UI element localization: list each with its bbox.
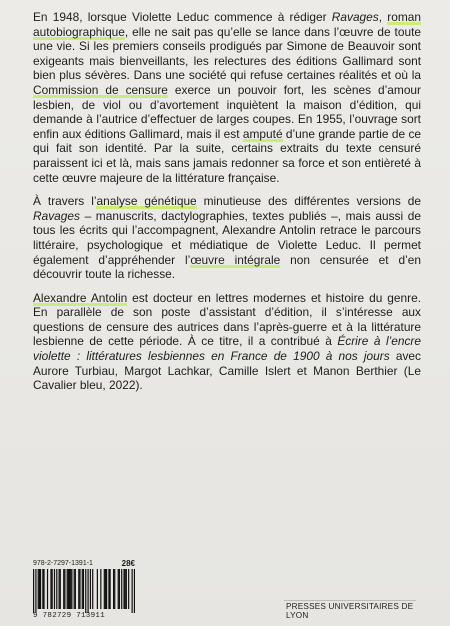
text-run: exerce un pouvoir fort, les scènes d’amour lesbien, de viol ou d’avortement inquiètent la maison d’édition, qui demande à l’autrice d’effectuer de larges coupes. En 1955, l’ouvrage sort enfin aux éditions Gallimard, mais il est [33, 82, 422, 141]
text-run: À travers l’ [33, 194, 97, 209]
text-run: minutieuse des différentes versions de [196, 194, 421, 209]
highlighted-phrase: amputé [242, 126, 283, 141]
publisher-name: PRESSES UNIVERSITAIRES DE LYON [286, 602, 414, 620]
text-run: non censurée et d’en découvrir toute la richesse. [33, 252, 421, 282]
paragraph-analysis [33, 194, 421, 282]
text-run: d’une grande partie de ce qui fait son identité. Par la suite, certains extraits du texte censuré paraissent ici et là, mais sans jamais redonner sa force et son entièreté à cette œuvre majeure de la littérature française. [33, 126, 422, 185]
highlighted-phrase: œuvre intégrale [190, 252, 281, 267]
barcode-image [33, 569, 135, 613]
text-run: , [378, 10, 388, 24]
publisher-divider [284, 600, 416, 601]
book-title-italic: Écrire à l’encre violette : littératures lesbiennes en France de 1900 à nos jours [33, 334, 421, 364]
barcode-digits: 9 782729 713911 [33, 612, 106, 620]
paragraph-summary [33, 10, 421, 185]
isbn-number: 978-2-7297-1391-1 [33, 560, 93, 567]
text-run: – manuscrits, dactylographies, textes publiés –, mais aussi de tous les écrits qui l’accompagnent, Alexandre Antolin retrace le parcours littéraire, psychologique et médiatique de Violette Leduc. Il permet également d’appréhender l’ [33, 208, 421, 267]
barcode-area [33, 559, 135, 620]
highlighted-phrase: Commission de censure [33, 82, 168, 97]
highlighted-phrase: analyse génétique [96, 194, 197, 209]
book-title-italic: Ravages [33, 208, 80, 223]
author-name: Alexandre Antolin [33, 290, 128, 305]
text-run: avec Aurore Turbiau, Margot Lachkar, Camille Islert et Manon Berthier (Le Cavalier bleu, 2022). [33, 349, 421, 393]
text-run: En 1948, lorsque Violette Leduc commence à rédiger [33, 10, 332, 24]
highlighted-phrase: roman autobiographique [33, 10, 421, 39]
description-text [33, 10, 421, 393]
text-run: , elle ne sait pas qu’elle se lance dans l’œuvre de toute une vie. Si les premiers conseils prodigués par Simone de Beauvoir sont exigeants mais bienveillants, les relectures des éditions Gallimard sont bien plus sévères. Dans une société qui refuse certaines réalités et où la [33, 24, 421, 83]
paragraph-author-bio [33, 291, 421, 393]
book-title-italic: Ravages [331, 10, 379, 24]
price-label: 28€ [121, 559, 135, 568]
text-run: est docteur en lettres modernes et histoire du genre. En parallèle de son poste d’assistant d’édition, il s’intéresse aux questions de censure des autrices dans l’après-guerre et à la littérature lesbienne de cette période. À ce titre, il a contribué à [33, 290, 421, 349]
isbn-price-line [33, 559, 135, 568]
